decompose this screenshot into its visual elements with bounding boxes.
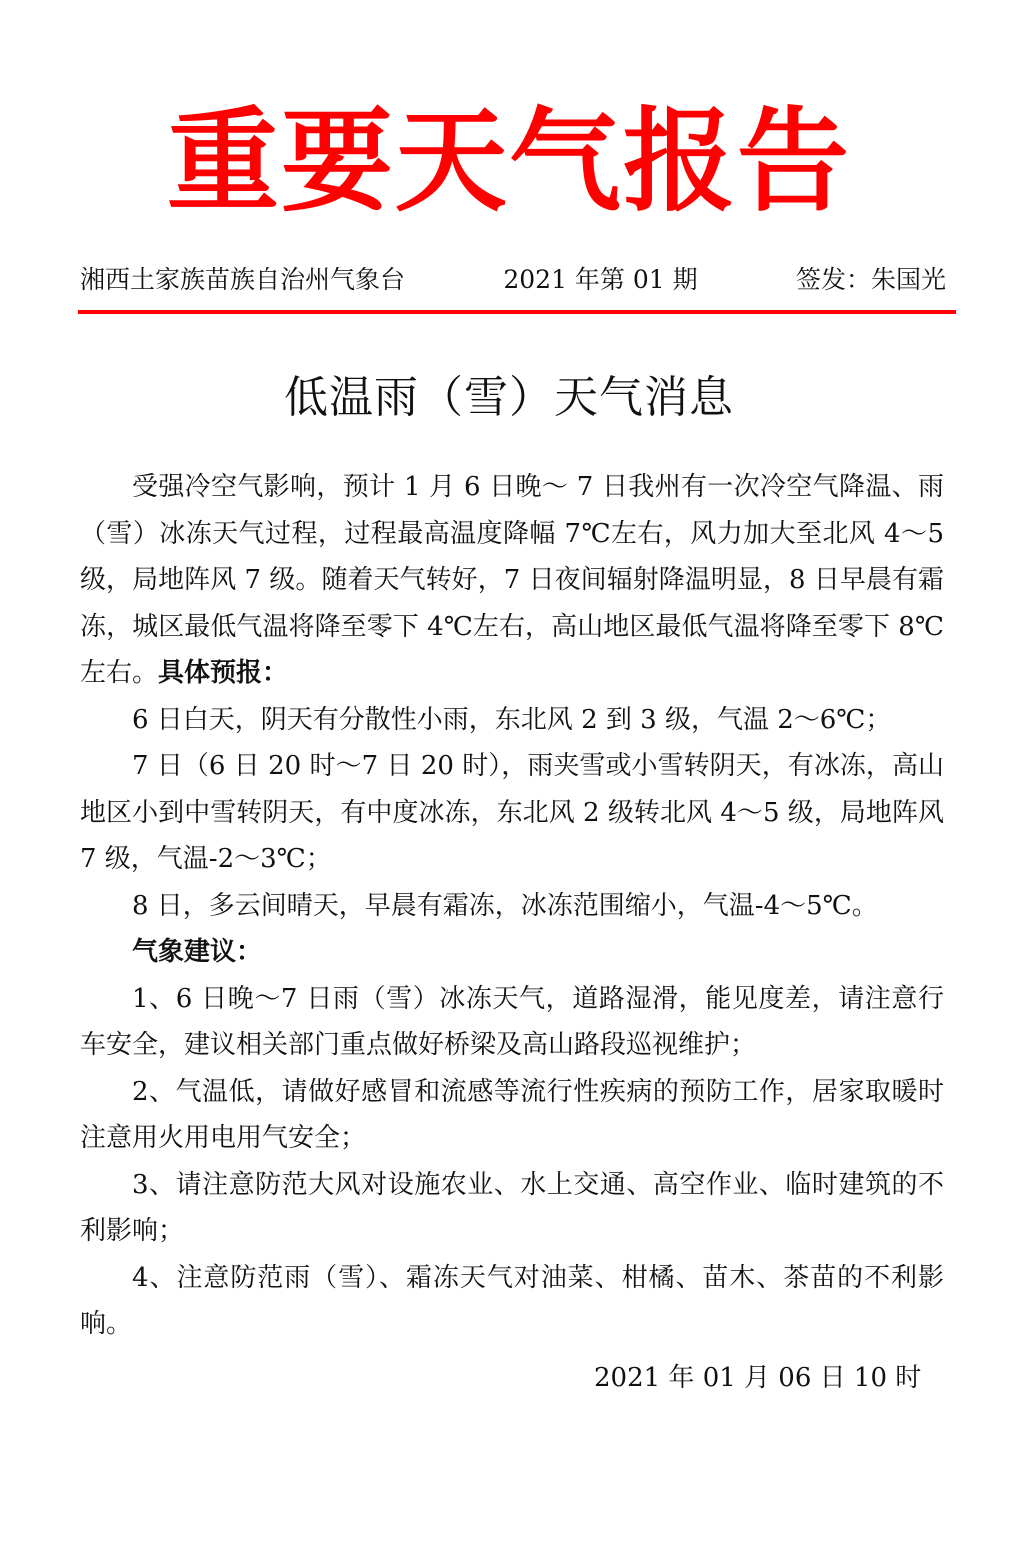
forecast-heading: 具体预报： [158,658,289,688]
issue-info-line [80,258,946,298]
forecast-item: 8 日，多云间晴天，早晨有霜冻，冰冻范围缩小，气温-4～5℃。 [132,890,878,921]
issue-datetime: 2021 年 01 月 06 日 10 时 [594,1363,922,1393]
issue-number: 2021 年第 01 期 [503,265,698,294]
advice-item: 2、气温低，请做好感冒和流感等流行性疾病的预防工作，居家取暖时注意用火用电用气安全； [80,1076,944,1153]
issuer-name: 湘西土家族苗族自治州气象台 [80,265,406,294]
intro-text: 受强冷空气影响，预计 1 月 6 日晚～ 7 日我州有一次冷空气降温、雨（雪）冰冻天气过程，过程最高温度降幅 7℃左右，风力加大至北风 4～5 级，局地阵风 7 级。随着天气转好，7 日夜间辐射降温明显，8 日早晨有霜冻，城区最低气温将降至零下 4℃左右，高山地区最低气温将降至零下 8℃左右。 [80,472,944,688]
forecast-item: 6 日白天，阴天有分散性小雨，东北风 2 到 3 级，气温 2～6℃； [132,704,892,735]
advice-item: 1、6 日晚～7 日雨（雪）冰冻天气，道路湿滑，能见度差，请注意行车安全，建议相关部门重点做好桥梁及高山路段巡视维护； [80,983,944,1060]
signed-by: 签发：朱国光 [795,265,946,294]
intro-paragraph [80,464,944,697]
document-body [80,464,944,1348]
advice-item: 3、请注意防范大风对设施农业、水上交通、高空作业、临时建筑的不利影响； [80,1169,944,1246]
masthead-title: 重要天气报告 [167,97,851,227]
red-divider [78,310,956,314]
forecast-item: 7 日（6 日 20 时～7 日 20 时），雨夹雪或小雪转阴天，有冰冻，高山地区小到中雪转阴天，有中度冰冻，东北风 2 级转北风 4～5 级，局地阵风 7 级，气温-2～3℃； [80,751,944,874]
advice-item: 4、注意防范雨（雪）、霜冻天气对油菜、柑橘、苗木、茶苗的不利影响。 [80,1262,944,1339]
advice-heading: 气象建议： [132,937,263,967]
document-title: 低温雨（雪）天气消息 [284,372,734,423]
